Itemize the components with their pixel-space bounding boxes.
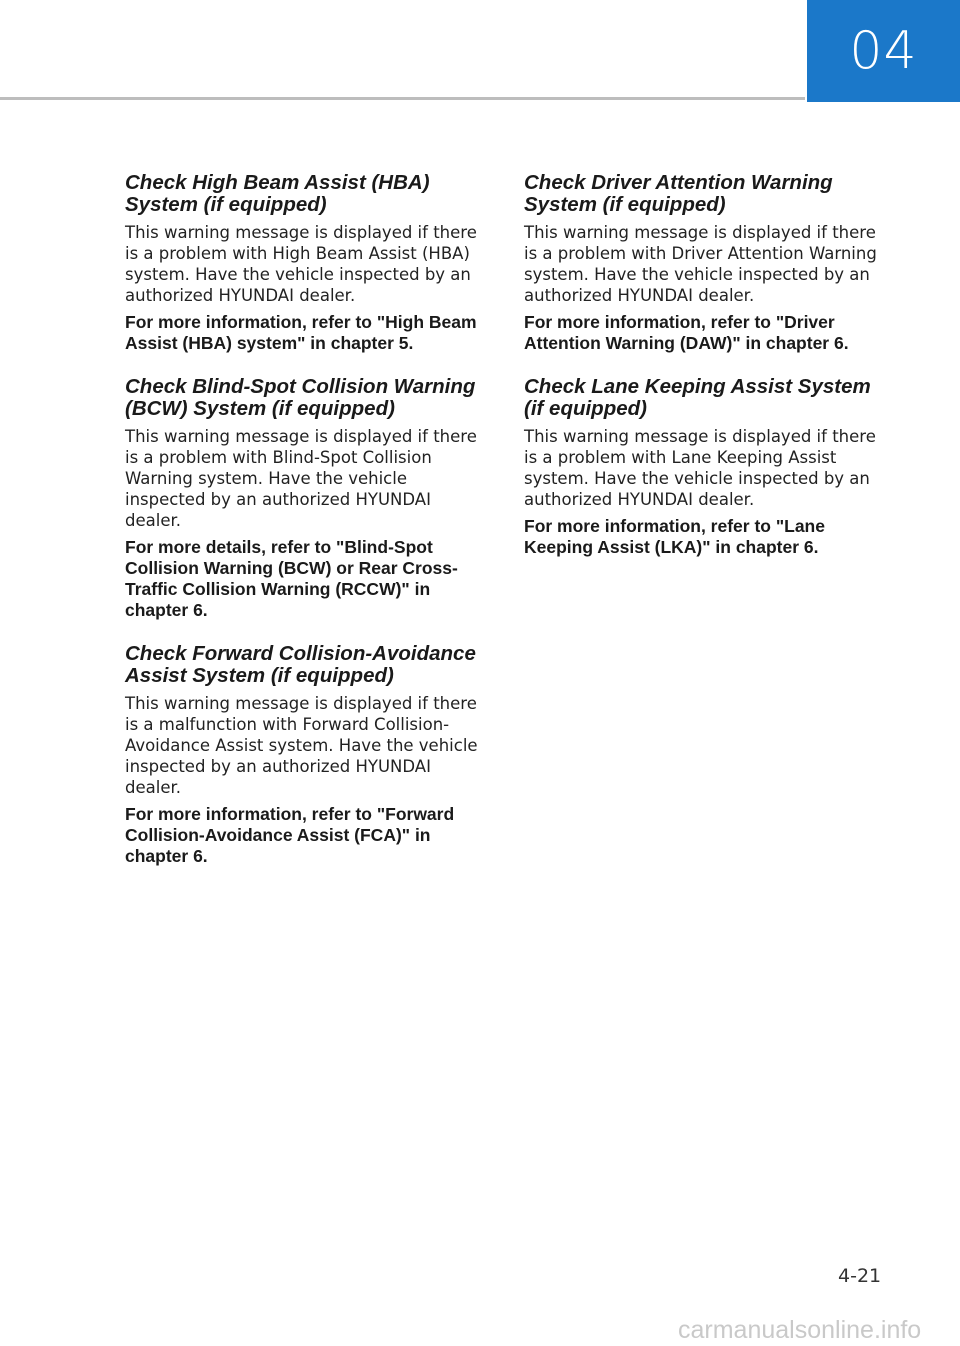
section-heading: Check High Beam Assist (HBA) System (if equipped) (125, 171, 430, 216)
section-body: This warning message is displayed if there is a problem with Driver Attention Warning system. Have the vehicle inspected by an authorized HYUNDAI dealer. (524, 223, 877, 305)
section-heading: Check Lane Keeping Assist System (if equipped) (524, 375, 871, 420)
section-body: This warning message is displayed if there is a malfunction with Forward Collision-Avoidance Assist system. Have the vehicle inspected by an authorized HYUNDAI dealer. (125, 694, 478, 797)
section-daw (524, 172, 886, 354)
section-heading: Check Driver Attention Warning System (if equipped) (524, 171, 833, 216)
page-number: 4-21 (838, 1265, 882, 1287)
chapter-tab: 04 (807, 0, 960, 102)
watermark: carmanualsonline.info (678, 1316, 922, 1344)
left-column (125, 172, 487, 889)
section-reference: For more information, refer to "Forward Collision-Avoidance Assist (FCA)" in chapter 6. (125, 804, 455, 866)
section-lka (524, 376, 886, 558)
section-hba (125, 172, 487, 354)
section-body: This warning message is displayed if there is a problem with High Beam Assist (HBA) system. Have the vehicle inspected by an authorized HYUNDAI dealer. (125, 223, 477, 305)
section-heading: Check Blind-Spot Collision Warning (BCW) System (if equipped) (125, 375, 476, 420)
right-column (524, 172, 886, 580)
section-body: This warning message is displayed if there is a problem with Lane Keeping Assist system. Have the vehicle inspected by an authorized HYUNDAI dealer. (524, 427, 876, 509)
section-fca (125, 643, 487, 867)
section-reference: For more details, refer to "Blind-Spot Collision Warning (BCW) or Rear Cross-Traffic Collision Warning (RCCW)" in chapter 6. (125, 537, 458, 620)
header-rule (0, 97, 805, 100)
section-body: This warning message is displayed if there is a problem with Blind-Spot Collision Warning system. Have the vehicle inspected by an authorized HYUNDAI dealer. (125, 427, 477, 530)
section-reference: For more information, refer to "Lane Keeping Assist (LKA)" in chapter 6. (524, 516, 825, 557)
section-bcw (125, 376, 487, 621)
section-reference: For more information, refer to "High Beam Assist (HBA) system" in chapter 5. (125, 312, 477, 353)
section-reference: For more information, refer to "Driver Attention Warning (DAW)" in chapter 6. (524, 312, 849, 353)
section-heading: Check Forward Collision-Avoidance Assist System (if equipped) (125, 642, 476, 687)
